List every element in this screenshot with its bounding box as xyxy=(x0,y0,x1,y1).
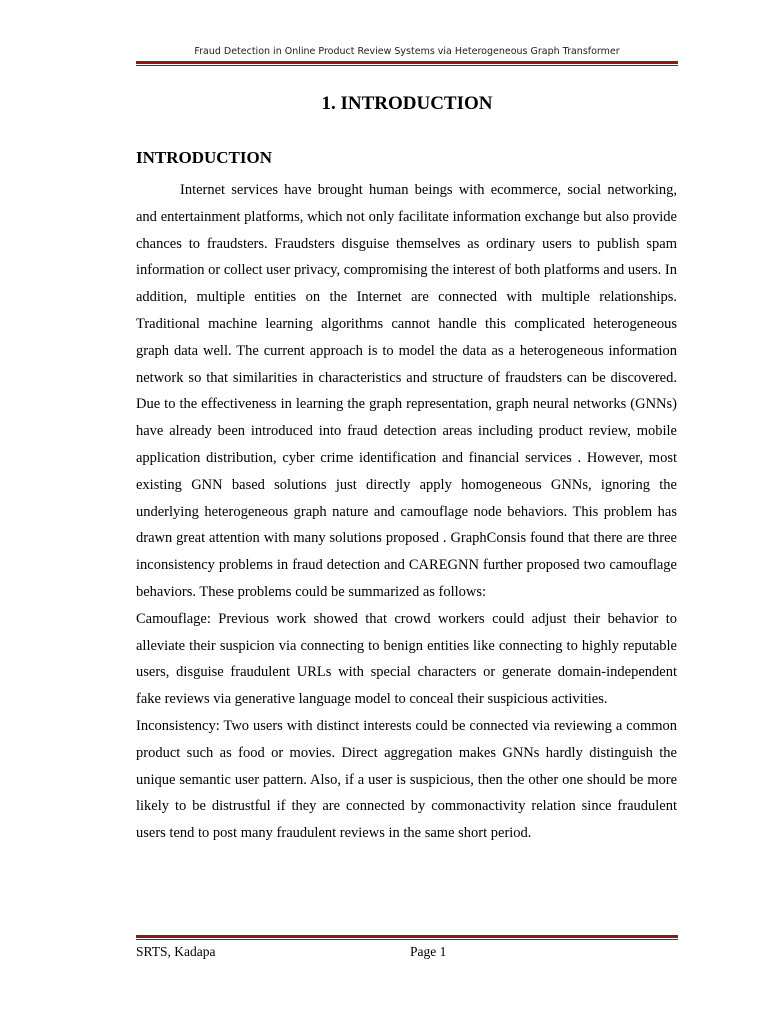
running-header: Fraud Detection in Online Product Review Systems via Heterogeneous Graph Transformer xyxy=(194,46,620,57)
paragraph-camouflage: Camouflage: Previous work showed that crowd workers could adjust their behavior to alleviate their suspicion via connecting to benign entities like connecting to highly reputable users, disguise fraudulent URLs with special characters or generate domain-independent fake reviews via generative language model to conceal their suspicious activities. xyxy=(136,610,677,708)
header-rule xyxy=(136,61,678,66)
footer-institution: SRTS, Kadapa xyxy=(136,944,216,959)
body-text xyxy=(136,177,677,847)
paragraph-intro: Internet services have brought human beings with ecommerce, social networking, and entertainment platforms, which not only facilitate information exchange but also provide chances to fraudsters. Fraudsters disguise themselves as ordinary users to publish spam information or collect user privacy, compromising the interest of both platforms and users. In addition, multiple entities on the Internet are connected with multiple relationships. Traditional machine learning algorithms cannot handle this complicated heterogeneous graph data well. The current approach is to model the data as a heterogeneous information network so that similarities in characteristics and structure of fraudsters can be discovered. Due to the effectiveness in learning the graph representation, graph neural networks (GNNs) have already been introduced into fraud detection areas including product review, mobile application distribution, cyber crime identification and financial services . However, most existing GNN based solutions just directly apply homogeneous GNNs, ignoring the underlying heterogeneous graph nature and camouflage node behaviors. This problem has drawn great attention with many solutions proposed . GraphConsis found that there are three inconsistency problems in fraud detection and CAREGNN further proposed two camouflage behaviors. These problems could be summarized as follows: xyxy=(136,182,677,600)
section-heading: INTRODUCTION xyxy=(136,148,273,167)
footer-rule xyxy=(136,935,678,940)
paragraph-inconsistency: Inconsistency: Two users with distinct interests could be connected via reviewing a common product such as food or movies. Direct aggregation makes GNNs hardly distinguish the unique semantic user pattern. Also, if a user is suspicious, then the other one should be more likely to be distrustful if they are connected by commonactivity relation since fraudulent users tend to post many fraudulent reviews in the same short period. xyxy=(136,717,677,842)
footer-page-number: Page 1 xyxy=(410,944,447,959)
chapter-title: 1. INTRODUCTION xyxy=(321,93,493,114)
